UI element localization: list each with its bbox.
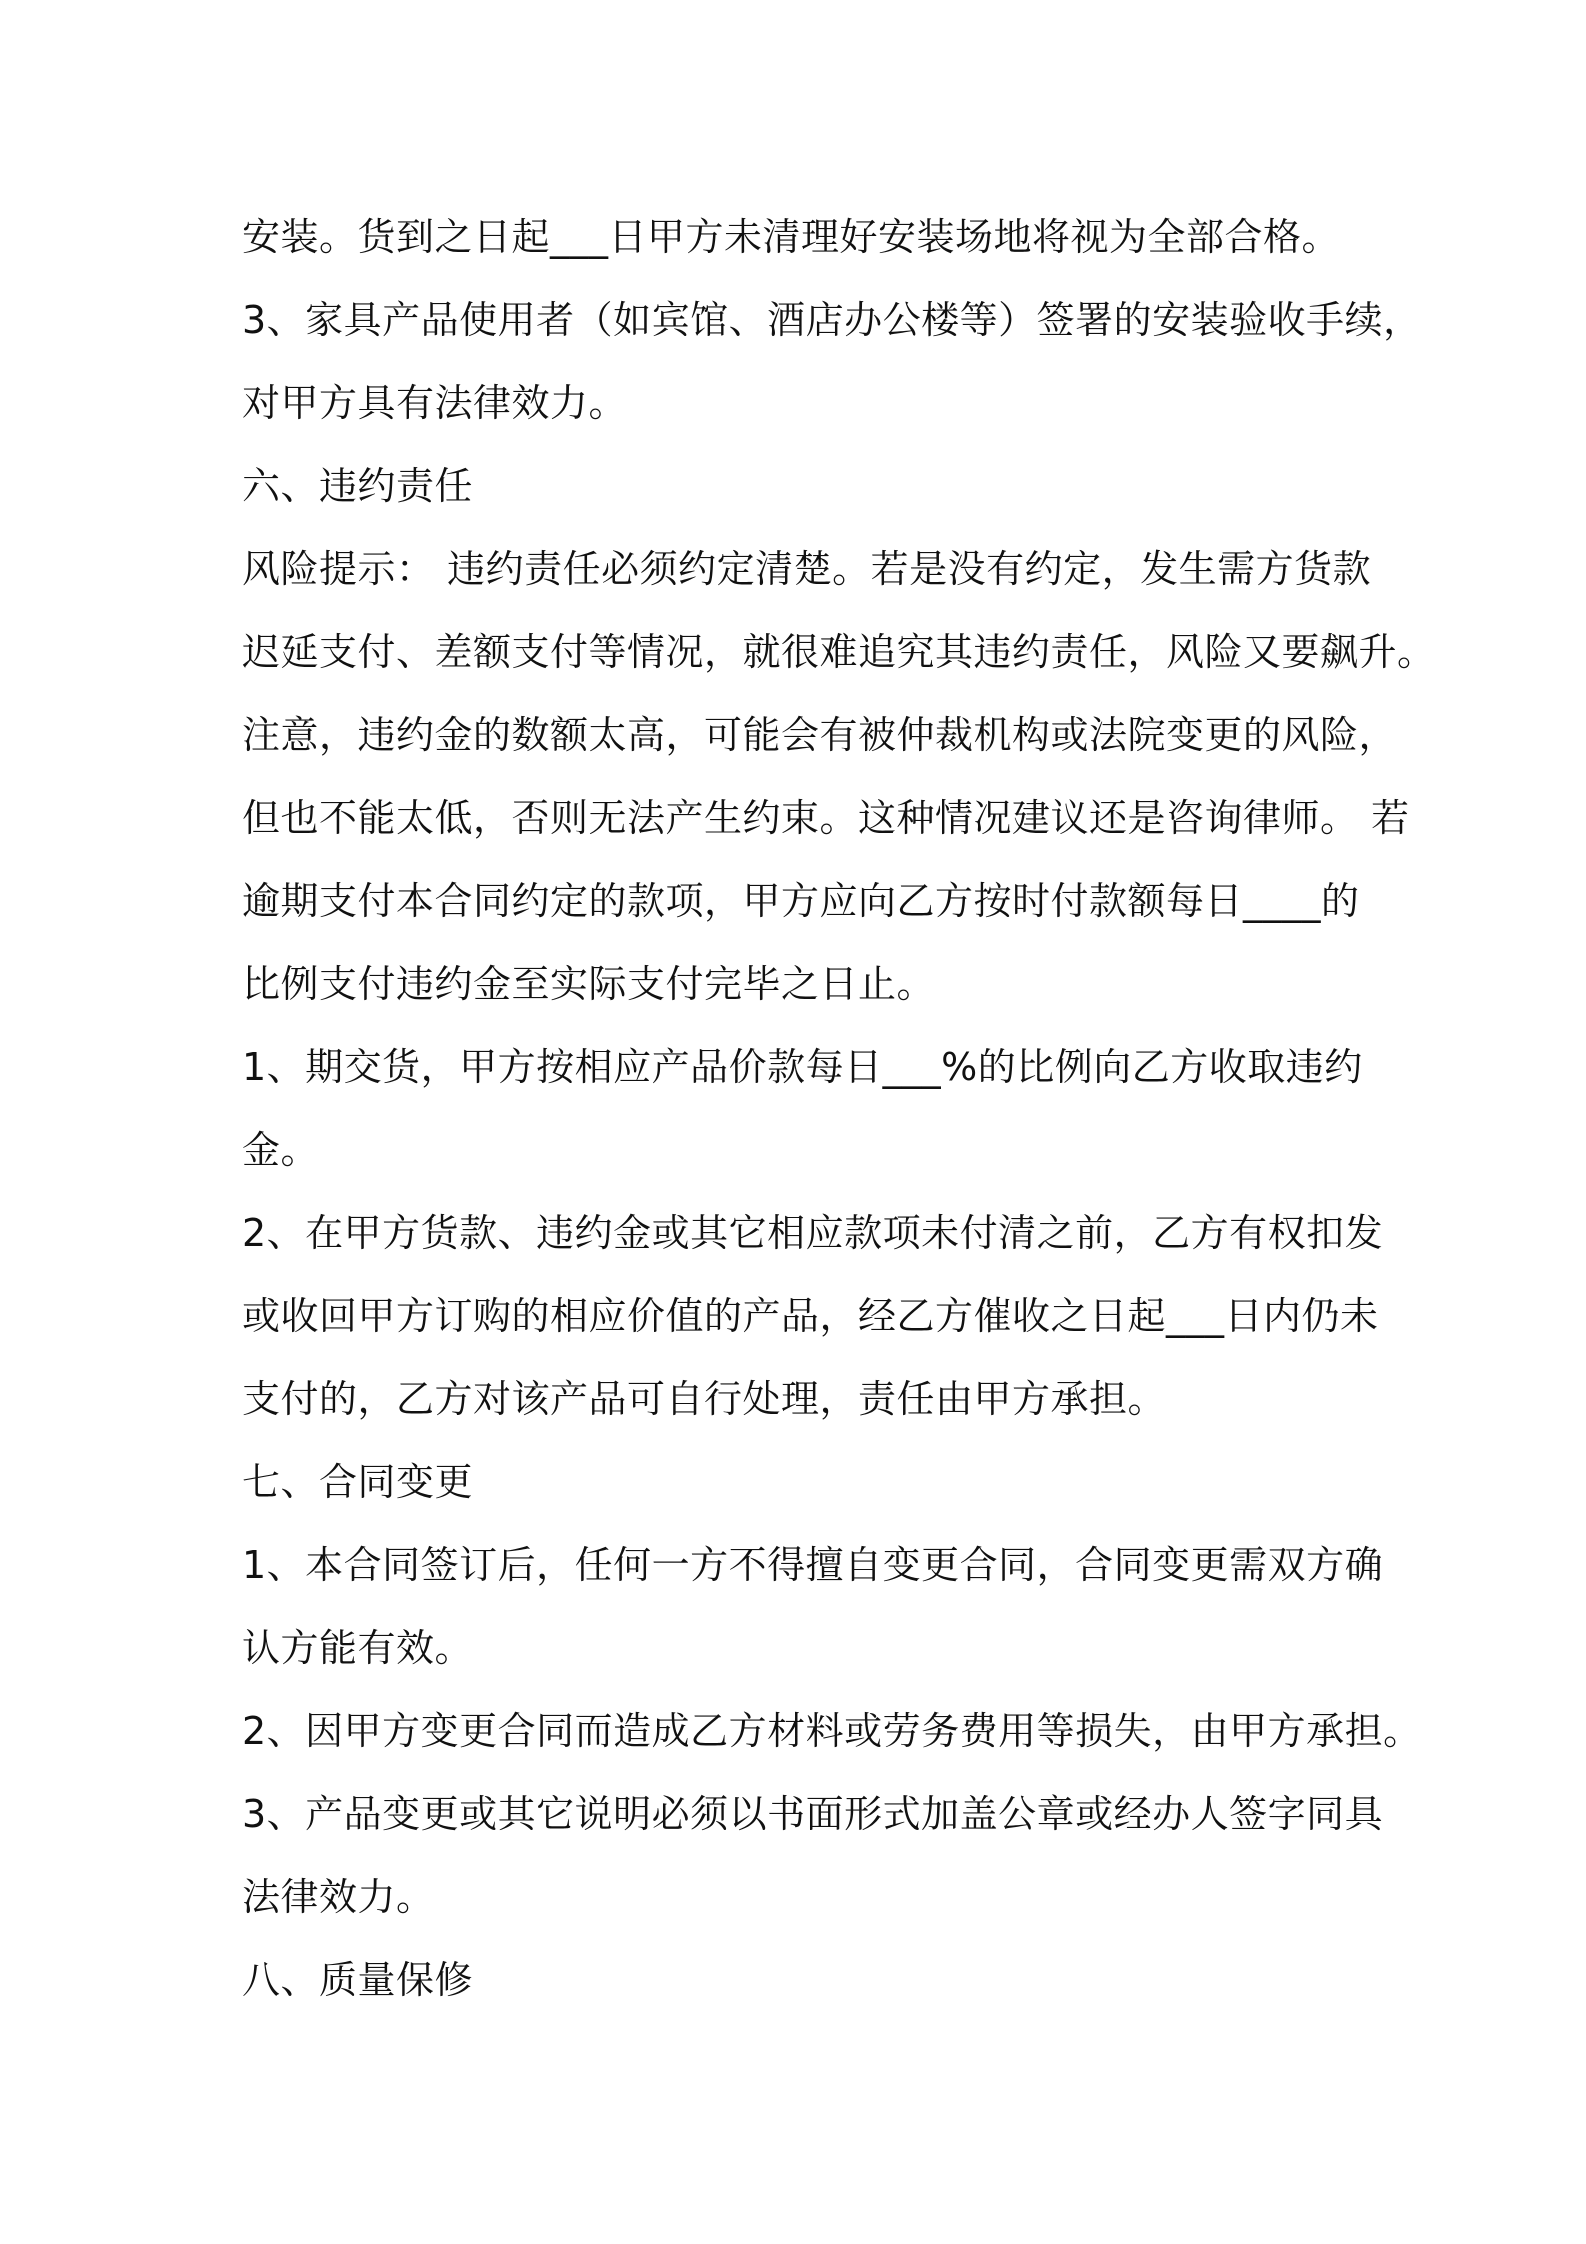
text-line: 但也不能太低，否则无法产生约束。这种情况建议还是咨询律师。 若	[242, 796, 1410, 840]
section-heading-warranty: 八、质量保修	[242, 1958, 474, 2002]
document-body	[242, 196, 1436, 2022]
text-line: 1、期交货，甲方按相应产品价款每日___%的比例向乙方收取违约	[242, 1045, 1363, 1089]
text-line: 迟延支付、差额支付等情况，就很难追究其违约责任，风险又要飙升。	[242, 630, 1436, 674]
text-line: 或收回甲方订购的相应价值的产品，经乙方催收之日起___日内仍未	[242, 1294, 1379, 1338]
text-line: 3、家具产品使用者（如宾馆、酒店办公楼等）签署的安装验收手续，	[242, 298, 1422, 342]
text-line: 注意，违约金的数额太高，可能会有被仲裁机构或法院变更的风险，	[242, 713, 1398, 757]
text-line: 1、本合同签订后，任何一方不得擅自变更合同，合同变更需双方确	[242, 1543, 1384, 1587]
text-line: 对甲方具有法律效力。	[242, 381, 628, 425]
risk-note-line: 风险提示： 违约责任必须约定清楚。若是没有约定，发生需方货款	[242, 547, 1372, 591]
text-line: 比例支付违约金至实际支付完毕之日止。	[242, 962, 936, 1006]
text-line: 支付的，乙方对该产品可自行处理，责任由甲方承担。	[242, 1377, 1167, 1421]
text-line: 2、因甲方变更合同而造成乙方材料或劳务费用等损失，由甲方承担。	[242, 1709, 1422, 1753]
section-heading-liability: 六、违约责任	[242, 464, 474, 508]
text-line: 2、在甲方货款、违约金或其它相应款项未付清之前，乙方有权扣发	[242, 1211, 1384, 1255]
text-line: 法律效力。	[242, 1875, 435, 1919]
text-line: 金。	[242, 1128, 320, 1172]
text-line: 安装。货到之日起___日甲方未清理好安装场地将视为全部合格。	[242, 215, 1341, 259]
text-line: 逾期支付本合同约定的款项，甲方应向乙方按时付款额每日____的	[242, 879, 1360, 923]
text-line: 3、产品变更或其它说明必须以书面形式加盖公章或经办人签字同具	[242, 1792, 1384, 1836]
text-line: 认方能有效。	[242, 1626, 474, 1670]
section-heading-contract-change: 七、合同变更	[242, 1460, 474, 1504]
